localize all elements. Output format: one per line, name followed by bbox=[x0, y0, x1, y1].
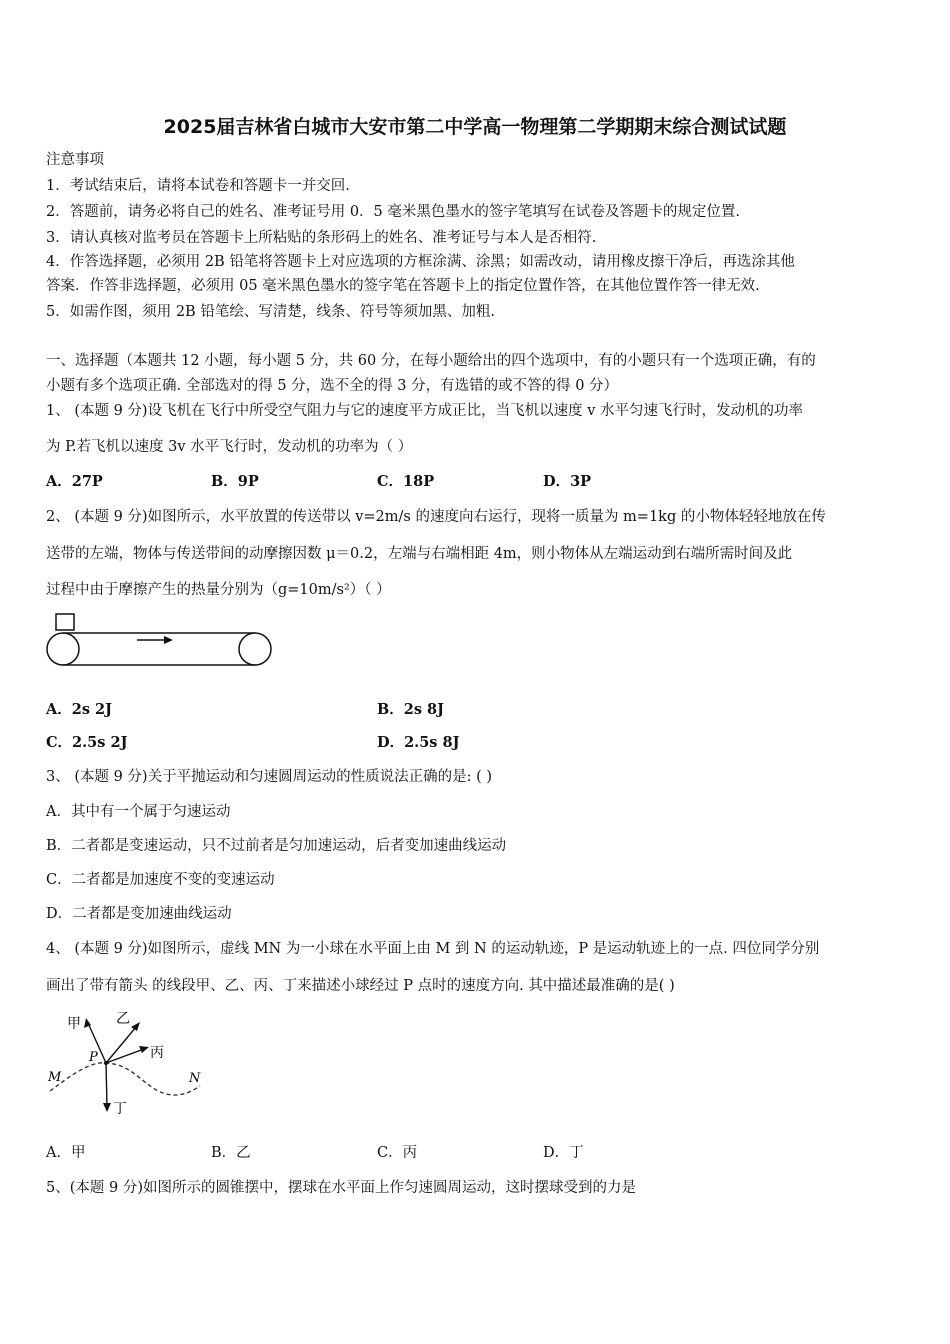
label-n: N bbox=[189, 1071, 201, 1086]
q1-option-a: A．27P bbox=[46, 473, 103, 490]
question-1-text: 1、 (本题 9 分)设飞机在飞行中所受空气阻力与它的速度平方成正比，当飞机以速度 v 水平匀速飞行时，发动机的功率 bbox=[46, 403, 803, 419]
notice-item: 4．作答选择题，必须用 2B 铅笔将答题卡上对应选项的方框涂满、涂黑；如需改动，请用橡皮擦干净后，再选涂其他 bbox=[46, 254, 795, 270]
trajectory-mn bbox=[50, 1063, 200, 1095]
arrow-yi-head bbox=[131, 1022, 140, 1031]
q3-option-d: D．二者都是变加速曲线运动 bbox=[46, 906, 232, 922]
arrow-ding bbox=[106, 1063, 107, 1107]
q2-option-c: C．2.5s 2J bbox=[46, 734, 128, 751]
arrow-bing-head bbox=[139, 1046, 149, 1053]
notice-item: 答案．作答非选择题，必须用 05 毫米黑色墨水的签字笔在答题卡上的指定位置作答，在其他位置作答一律无效. bbox=[46, 278, 760, 294]
right-pulley bbox=[239, 633, 271, 665]
arrow-head bbox=[164, 636, 173, 644]
notice-heading: 注意事项 bbox=[46, 152, 104, 168]
q1-option-d: D．3P bbox=[543, 473, 592, 490]
label-yi: 乙 bbox=[116, 1011, 130, 1027]
block-on-belt bbox=[56, 614, 74, 630]
notice-item: 2．答题前，请务必将自己的姓名、准考证号用 0．5 毫米黑色墨水的签字笔填写在试卷及答题卡的规定位置. bbox=[46, 204, 740, 220]
page-title: 2025届吉林省白城市大安市第二中学高一物理第二学期期末综合测试试题 bbox=[163, 116, 787, 138]
q1-option-c: C．18P bbox=[377, 473, 435, 490]
notice-item: 3．请认真核对监考员在答题卡上所粘贴的条形码上的姓名、准考证号与本人是否相符. bbox=[46, 230, 597, 246]
q3-option-c: C．二者都是加速度不变的变速运动 bbox=[46, 872, 275, 888]
q2-option-a: A．2s 2J bbox=[46, 701, 113, 718]
label-bing: 丙 bbox=[150, 1045, 164, 1061]
notice-item: 1．考试结束后，请将本试卷和答题卡一并交回. bbox=[46, 178, 350, 194]
left-pulley bbox=[47, 633, 79, 665]
question-5-text: 5、(本题 9 分)如图所示的圆锥摆中，摆球在水平面上作匀速圆周运动，这时摆球受到的力是 bbox=[46, 1180, 636, 1196]
question-1-text: 为 P.若飞机以速度 3v 水平飞行时，发动机的功率为（ ） bbox=[46, 439, 413, 455]
section-instructions: 小题有多个选项正确. 全部选对的得 5 分，选不全的得 3 分，有选错的或不答的得 0 分） bbox=[46, 378, 619, 394]
conveyor-belt-figure bbox=[40, 608, 280, 670]
question-2-text: 2、 (本题 9 分)如图所示，水平放置的传送带以 v=2m/s 的速度向右运行，现将一质量为 m=1kg 的小物体轻轻地放在传 bbox=[46, 509, 826, 525]
q2-option-b: B．2s 8J bbox=[377, 701, 445, 718]
q4-option-c: C．丙 bbox=[377, 1145, 418, 1161]
trajectory-figure bbox=[40, 1006, 220, 1118]
question-2-text: 过程中由于摩擦产生的热量分别为（g=10m/s²）（ ） bbox=[46, 582, 391, 598]
question-4-text: 4、 (本题 9 分)如图所示，虚线 MN 为一小球在水平面上由 M 到 N 的运动轨迹，P 是运动轨迹上的一点. 四位同学分别 bbox=[46, 941, 820, 957]
question-2-text: 送带的左端，物体与传送带间的动摩擦因数 μ＝0.2，左端与右端相距 4m，则小物体从左端运动到右端所需时间及此 bbox=[46, 546, 793, 562]
q4-option-d: D．丁 bbox=[543, 1145, 584, 1161]
label-jia: 甲 bbox=[67, 1016, 81, 1032]
label-m: M bbox=[48, 1070, 62, 1085]
arrow-ding-head bbox=[103, 1103, 111, 1112]
q2-option-d: D．2.5s 8J bbox=[377, 734, 460, 751]
label-ding: 丁 bbox=[113, 1101, 127, 1117]
notice-item: 5．如需作图，须用 2B 铅笔绘、写清楚，线条、符号等须加黑、加粗. bbox=[46, 304, 495, 320]
label-p: P bbox=[89, 1050, 98, 1065]
section-instructions: 一、选择题（本题共 12 小题，每小题 5 分，共 60 分，在每小题给出的四个选项中，有的小题只有一个选项正确，有的 bbox=[46, 353, 816, 369]
q4-option-b: B．乙 bbox=[211, 1145, 251, 1161]
q3-option-a: A．其中有一个属于匀速运动 bbox=[46, 804, 231, 820]
question-3-text: 3、 (本题 9 分)关于平抛运动和匀速圆周运动的性质说法正确的是: ( ) bbox=[46, 769, 493, 785]
question-4-text: 画出了带有箭头 的线段甲、乙、丙、丁来描述小球经过 P 点时的速度方向. 其中描述最准确的是( ) bbox=[46, 978, 675, 994]
q3-option-b: B．二者都是变速运动，只不过前者是匀加速运动，后者变加速曲线运动 bbox=[46, 838, 507, 854]
q4-option-a: A．甲 bbox=[46, 1145, 86, 1161]
q1-option-b: B．9P bbox=[211, 473, 259, 490]
